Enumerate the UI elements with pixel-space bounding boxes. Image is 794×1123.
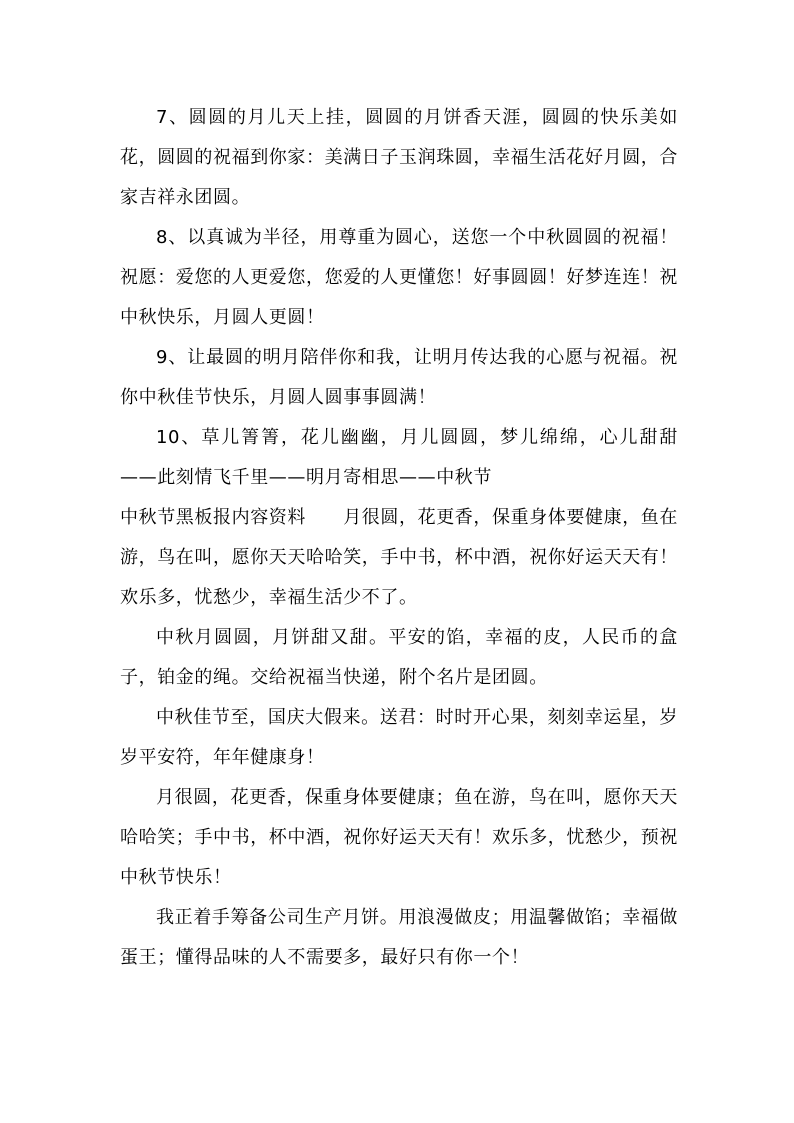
paragraph-moon-round: 月很圆，花更香，保重身体要健康；鱼在游，鸟在叫，愿你天天哈哈笑；手中书，杯中酒，祝你好运天天有！欢乐多，忧愁少，预祝中秋节快乐！: [120, 787, 678, 888]
paragraph-mooncake: 中秋月圆圆，月饼甜又甜。平安的馅，幸福的皮，人民币的盒子，铂金的绳。交给祝福当快递，附个名片是团圆。: [120, 627, 678, 688]
paragraph-national-day: 中秋佳节至，国庆大假来。送君：时时开心果，刻刻幸运星，岁岁平安符，年年健康身！: [120, 707, 678, 768]
paragraph-8: 8、以真诚为半径，用尊重为圆心，送您一个中秋圆圆的祝福！祝愿：爱您的人更爱您，您爱的人更懂您！好事圆圆！好梦连连！祝中秋快乐，月圆人更圆！: [120, 227, 678, 328]
paragraph-7: 7、圆圆的月儿天上挂，圆圆的月饼香天涯，圆圆的快乐美如花，圆圆的祝福到你家：美满日子玉润珠圆，幸福生活花好月圆，合家吉祥永团圆。: [120, 107, 678, 208]
paragraph-blackboard: 中秋节黑板报内容资料 月很圆，花更香，保重身体要健康，鱼在游，鸟在叫，愿你天天哈哈笑，手中书，杯中酒，祝你好运天天有！欢乐多，忧愁少，幸福生活少不了。: [120, 507, 678, 608]
document-body: [120, 98, 678, 978]
paragraph-company: 我正着手筹备公司生产月饼。用浪漫做皮；用温馨做馅；幸福做蛋王；懂得品味的人不需要多，最好只有你一个！: [120, 907, 678, 968]
paragraph-10: 10、草儿箐箐，花儿幽幽，月儿圆圆，梦儿绵绵，心儿甜甜——此刻情飞千里——明月寄相思——中秋节: [120, 427, 678, 488]
paragraph-9: 9、让最圆的明月陪伴你和我，让明月传达我的心愿与祝福。祝你中秋佳节快乐，月圆人圆事事圆满！: [120, 347, 678, 408]
